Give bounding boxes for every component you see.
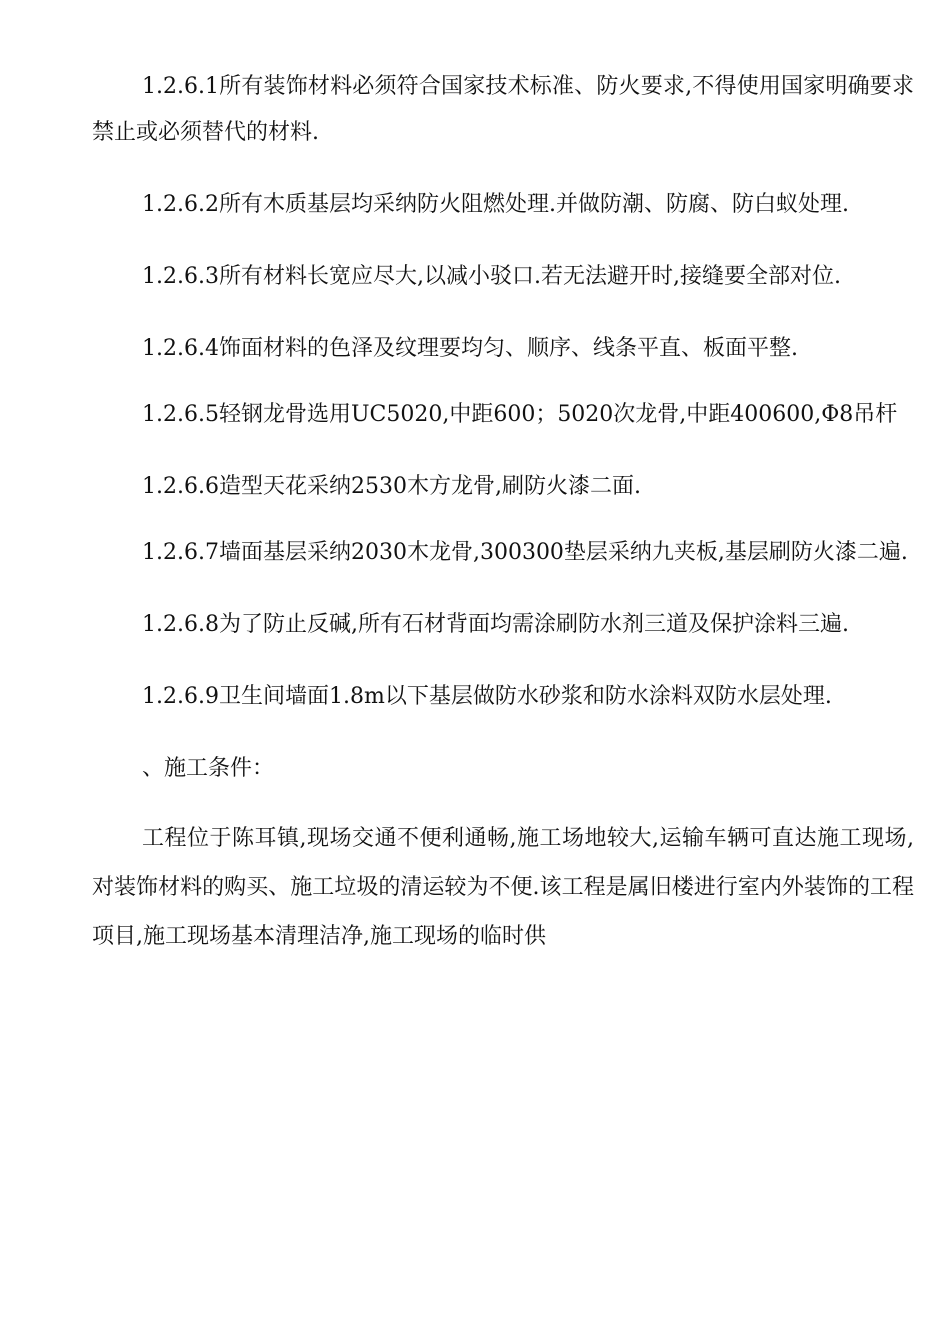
paragraph-1-2-6-9: 1.2.6.9卫生间墙面1.8m以下基层做防水砂浆和防水涂料双防水层处理. <box>142 684 832 709</box>
paragraph-1-2-6-4: 1.2.6.4饰面材料的色泽及纹理要均匀、顺序、线条平直、板面平整. <box>142 336 798 361</box>
paragraph-site-conditions: 工程位于陈耳镇,现场交通不便利通畅,施工场地较大,运输车辆可直达施工现场,对装饰材料的购买、施工垃圾的清运较为不便.该工程是属旧楼进行室内外装饰的工程项目,施工现场基本清理洁净,施工现场的临时供 <box>92 826 914 949</box>
section-heading-construction-conditions: 、施工条件： <box>142 756 275 781</box>
paragraph-1-2-6-3: 1.2.6.3所有材料长宽应尽大,以减小驳口.若无法避开时,接缝要全部对位. <box>142 264 841 289</box>
paragraph-1-2-6-8: 1.2.6.8为了防止反碱,所有石材背面均需涂刷防水剂三道及保护涂料三遍. <box>142 612 849 637</box>
paragraph-1-2-6-5: 1.2.6.5轻钢龙骨选用UC5020,中距600；5020次龙骨,中距400600,Φ8吊杆 <box>142 402 898 427</box>
paragraph-1-2-6-6: 1.2.6.6造型天花采纳2530木方龙骨,刷防火漆二面. <box>142 474 641 499</box>
paragraph-1-2-6-1: 1.2.6.1所有装饰材料必须符合国家技术标准、防火要求,不得使用国家明确要求禁止或必须替代的材料. <box>92 74 914 145</box>
paragraph-1-2-6-7: 1.2.6.7墙面基层采纳2030木龙骨,300300垫层采纳九夹板,基层刷防火漆二遍. <box>142 540 908 565</box>
paragraph-1-2-6-2: 1.2.6.2所有木质基层均采纳防火阻燃处理.并做防潮、防腐、防白蚁处理. <box>142 192 849 217</box>
